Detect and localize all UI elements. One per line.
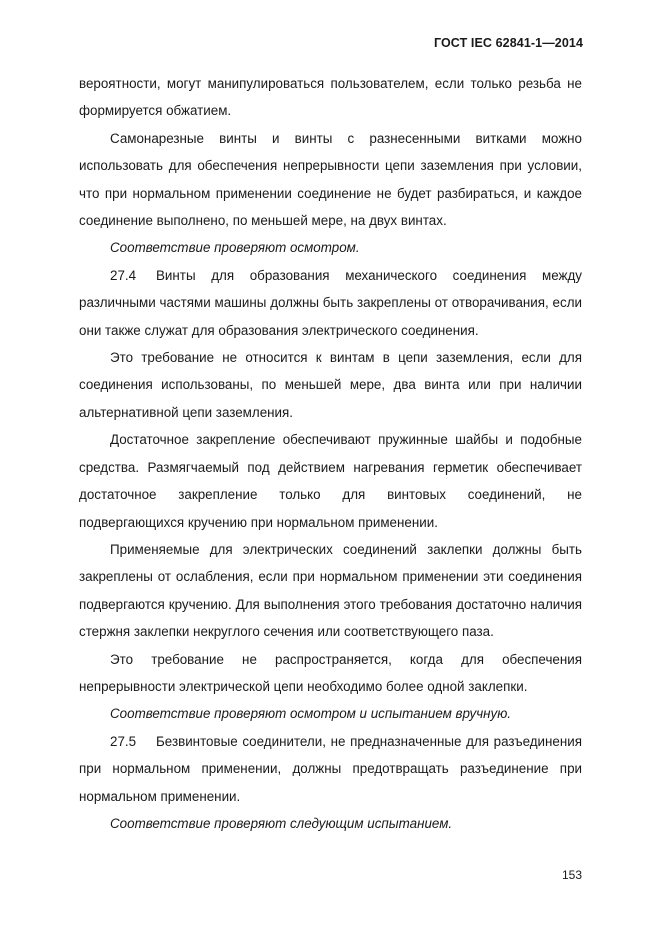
compliance-note-manual-test: Соответствие проверяют осмотром и испытанием вручную. [110, 706, 512, 722]
clause-text: Безвинтовые соединители, не предназначенные для разъединения при нормальном применении, должны предотвращать разъединение при нормальном применении. [79, 733, 582, 804]
clause-27-5 [79, 728, 582, 810]
paragraph-earthing-exception: Это требование не относится к винтам в цепи заземления, если для соединения использованы, по меньшей мере, два винта или при наличии альтернативной цепи заземления. [79, 350, 582, 420]
compliance-note-following-test: Соответствие проверяют следующим испытанием. [110, 815, 453, 831]
clause-27-4 [79, 262, 582, 344]
compliance-note-inspection: Соответствие проверяют осмотром. [110, 240, 360, 256]
document-header: ГОСТ IEC 62841-1—2014 [433, 36, 583, 50]
clause-number: 27.4 [110, 267, 137, 283]
page-number: 153 [561, 868, 582, 882]
clause-text: Винты для образования механического соединения между различными частями машины должны быть закреплены от отворачивания, если они также служат для образования электрического соединения. [79, 267, 582, 338]
clause-number: 27.5 [110, 733, 137, 749]
paragraph-rivets: Применяемые для электрических соединений заклепки должны быть закреплены от ослабления, если при нормальном применении эти соединения подвергаются кручению. Для выполнения этого требования достаточно наличия стержня заклепки некруглого сечения или соответствующего паза. [79, 541, 582, 640]
paragraph-locking-means: Достаточное закрепление обеспечивают пружинные шайбы и подобные средства. Размягчаемый под действием нагревания герметик обеспечивает достаточное закрепление только для винтовых соединений, не подвергающихся кручению при нормальном применении. [79, 432, 582, 530]
paragraph-continuation: вероятности, могут манипулироваться пользователем, если только резьба не формируется обжатием. [79, 76, 582, 119]
document-body [79, 70, 582, 837]
paragraph-self-tapping-screws: Самонарезные винты и винты с разнесенными витками можно использовать для обеспечения непрерывности цепи заземления при условии, что при нормальном применении соединение не будет разбираться, и каждое соединение выполнено, по меньшей мере, на двух винтах. [79, 130, 582, 229]
paragraph-rivets-exception: Это требование не распространяется, когда для обеспечения непрерывности электрической цепи необходимо более одной заклепки. [79, 651, 582, 694]
